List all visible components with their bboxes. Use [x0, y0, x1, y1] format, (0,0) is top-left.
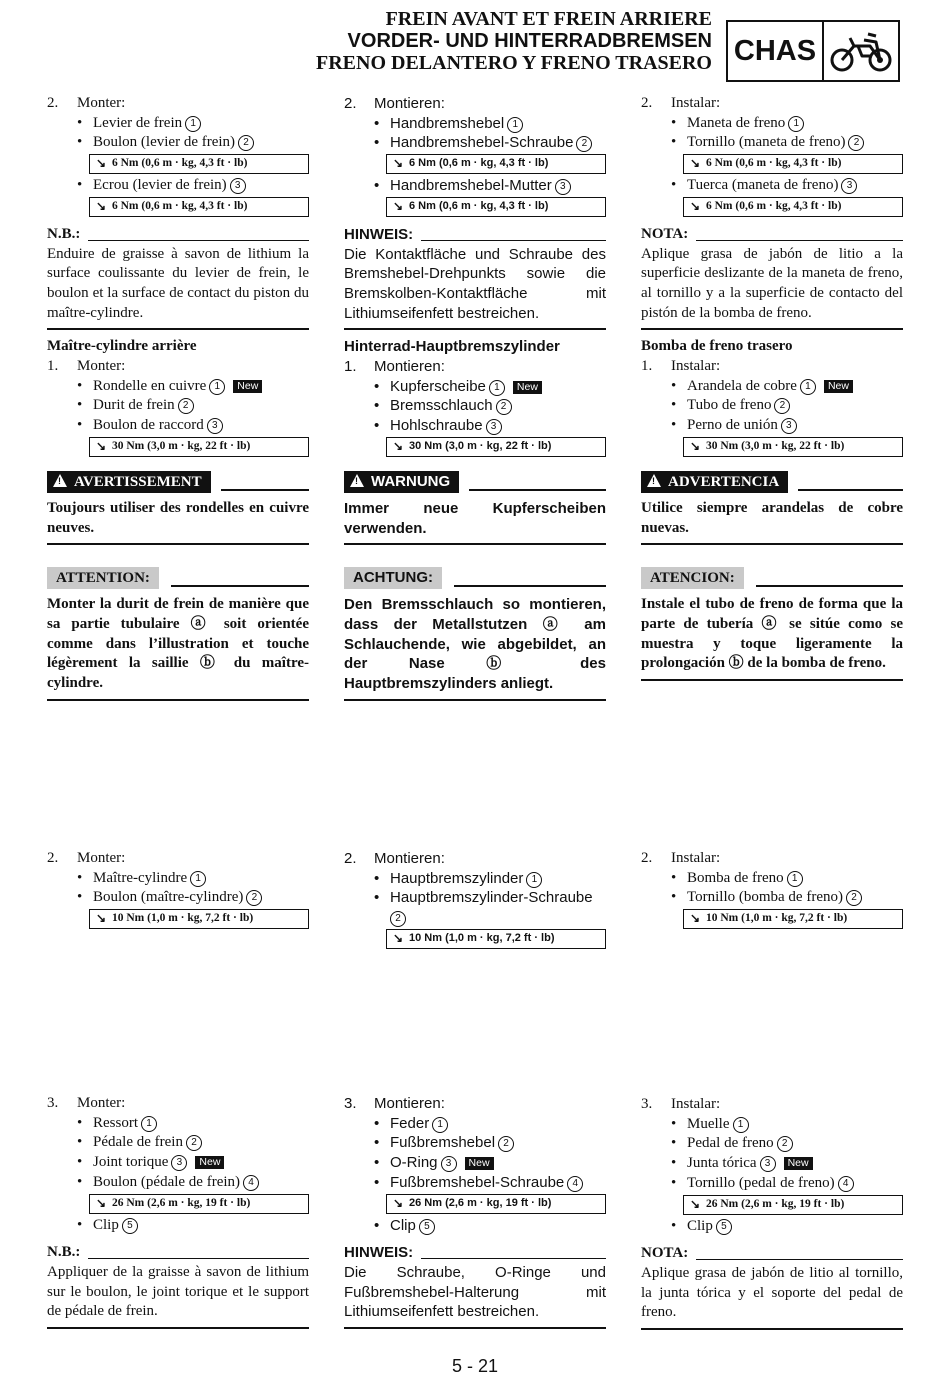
- torque-spec: ↘ 30 Nm (3,0 m · kg, 22 ft · lb): [386, 437, 606, 457]
- column-fr-mid: 2. Monter: • Maître-cylindre 1 • Boulon (maître-cylindre) 2 ↘ 10 Nm (1,0 m · kg, 7,2 ft · lb): [47, 849, 309, 931]
- torque-wrench-icon: ↘: [392, 156, 404, 171]
- torque-spec: ↘ 6 Nm (0,6 m · kg, 4,3 ft · lb): [89, 154, 309, 174]
- new-badge: New: [513, 381, 542, 394]
- warning-text: Toujours utiliser des rondelles en cuivre neuves.: [47, 499, 309, 536]
- list-item: • Arandela de cobre 1 New: [641, 377, 903, 397]
- list-item: • Bomba de freno 1: [641, 869, 903, 889]
- list-item: • Durit de frein 2: [47, 396, 309, 416]
- list-item: • Ecrou (levier de frein) 3: [47, 176, 309, 196]
- warning-icon: !: [647, 474, 661, 487]
- list-item: • Hohlschraube 3: [344, 416, 606, 436]
- torque-wrench-icon: ↘: [392, 1195, 404, 1210]
- list-item: • Tornillo (maneta de freno) 2: [641, 133, 903, 153]
- torque-spec: ↘ 30 Nm (3,0 m · kg, 22 ft · lb): [683, 437, 903, 457]
- torque-wrench-icon: ↘: [95, 911, 107, 926]
- page-header: [316, 8, 712, 74]
- list-item: • Hauptbremszylinder 1: [344, 869, 606, 889]
- list-item: • Ressort 1: [47, 1114, 309, 1134]
- column-de-bottom: 3. Montieren: • Feder 1 • Fußbremshebel 2 • O-Ring 3 New • Fußbremshebel-Schraube 4 ↘ 26 Nm (2,6 m · kg, 19 ft · lb) • Clip 5 HINWEIS: Die Schraube, O-Ringe und Fußbremshebel-Halterung mit Lithiumseifenfett bestreichen.: [344, 1094, 606, 1329]
- subsection-title: Hinterrad-Hauptbremszylinder: [344, 338, 560, 356]
- note-text: Aplique grasa de jabón de litio a la superficie deslizante de la maneta de freno, al tornillo y a la superficie de contacto del pistón de la bomba de freno.: [641, 245, 903, 321]
- column-es-top: 2. Instalar: • Maneta de freno 1 • Tornillo (maneta de freno) 2 ↘ 6 Nm (0,6 m · kg, 4,3 ft · lb) • Tuerca (maneta de freno) 3 ↘ 6 Nm (0,6 m · kg, 4,3 ft · lb) NOTA: Aplique grasa de jabón de litio a la superficie deslizante de la maneta de freno, al tornillo y a la superficie de contacto del pistón de la bomba de freno. Bomba de freno trasero 1. Instalar: • Arandela de cobre 1 New • Tubo de freno 2 • Perno de unión 3 ↘ 30 Nm (3,0 m · kg, 22 ft · lb) ! ADVERTENCIA Utilice siempre arandelas de cobre nuevas. ATENCION: Instale el tubo de freno de forma que la parte de tubería ⓐ se sitúe como se muestra y toque ligeramente la prolongación ⓑ de la bomba de freno.: [641, 94, 903, 681]
- torque-spec: ↘ 6 Nm (0,6 m · kg, 4,3 ft · lb): [386, 197, 606, 217]
- note-heading: NOTA:: [641, 1244, 903, 1264]
- torque-wrench-icon: ↘: [95, 156, 107, 171]
- list-item: • Kupferscheibe 1 New: [344, 377, 606, 397]
- step-number: 2.: [47, 95, 59, 111]
- list-item: • Boulon (levier de frein) 2: [47, 133, 309, 153]
- note-heading: HINWEIS:: [344, 225, 606, 245]
- list-item: • Clip 5: [47, 1216, 309, 1236]
- list-item: • O-Ring 3 New: [344, 1153, 606, 1173]
- list-item: • Tuerca (maneta de freno) 3: [641, 176, 903, 196]
- torque-spec: ↘ 6 Nm (0,6 m · kg, 4,3 ft · lb): [89, 197, 309, 217]
- torque-wrench-icon: ↘: [95, 198, 107, 213]
- list-item: • Boulon (maître-cylindre) 2: [47, 888, 309, 908]
- title-es: FRENO DELANTERO Y FRENO TRASERO: [316, 52, 712, 74]
- list-item: • Clip 5: [344, 1216, 606, 1236]
- torque-spec: ↘ 26 Nm (2,6 m · kg, 19 ft · lb): [89, 1194, 309, 1214]
- section-label: CHAS: [728, 22, 824, 80]
- torque-spec: ↘ 10 Nm (1,0 m · kg, 7,2 ft · lb): [683, 909, 903, 929]
- torque-spec: ↘ 30 Nm (3,0 m · kg, 22 ft · lb): [89, 437, 309, 457]
- list-item: • Junta tórica 3 New: [641, 1154, 903, 1174]
- torque-spec: ↘ 26 Nm (2,6 m · kg, 19 ft · lb): [683, 1195, 903, 1215]
- new-badge: New: [233, 380, 262, 393]
- list-item: • Handbremshebel-Schraube 2: [344, 133, 606, 153]
- note-heading: N.B.:: [47, 1243, 309, 1263]
- torque-wrench-icon: ↘: [689, 1196, 701, 1211]
- torque-wrench-icon: ↘: [689, 198, 701, 213]
- warning-icon: !: [350, 474, 364, 487]
- column-fr-top: 2. Monter: • Levier de frein 1 • Boulon (levier de frein) 2 ↘ 6 Nm (0,6 m · kg, 4,3 ft · lb) • Ecrou (levier de frein) 3 ↘ 6 Nm (0,6 m · kg, 4,3 ft · lb) N.B.: Enduire de graisse à savon de lithium la surface coulissante du levier de frein, le boulon et la surface de contact du piston du maître-cylindre. Maître-cylindre arrière 1. Monter: • Rondelle en cuivre 1 New • Durit de frein 2 • Boulon de raccord 3 ↘ 30 Nm (3,0 m · kg, 22 ft · lb) ! AVERTISSEMENT Toujours utiliser des rondelles en cuivre neuves. ATTENTION: Monter la durit de frein de manière que sa partie tubulaire ⓐ soit orientée comme dans l’illustration et touche légèrement la saillie ⓑ du maître-cylindre.: [47, 94, 309, 701]
- torque-spec: ↘ 26 Nm (2,6 m · kg, 19 ft · lb): [386, 1194, 606, 1214]
- list-item: • Tornillo (bomba de freno) 2: [641, 888, 903, 908]
- torque-spec: ↘ 10 Nm (1,0 m · kg, 7,2 ft · lb): [89, 909, 309, 929]
- subsection-title: Bomba de freno trasero: [641, 338, 793, 355]
- note-text: Appliquer de la graisse à savon de lithium sur le boulon, le joint torique et le support de pédale de frein.: [47, 1263, 309, 1320]
- list-item: • Fußbremshebel 2: [344, 1133, 606, 1153]
- torque-wrench-icon: ↘: [392, 439, 404, 453]
- note-heading: N.B.:: [47, 225, 309, 245]
- torque-wrench-icon: ↘: [689, 156, 701, 171]
- list-item: • Tornillo (pedal de freno) 4: [641, 1174, 903, 1194]
- list-item: • Fußbremshebel-Schraube 4: [344, 1173, 606, 1193]
- list-item: • Tubo de freno 2: [641, 396, 903, 416]
- torque-spec: ↘ 6 Nm (0,6 m · kg, 4,3 ft · lb): [683, 197, 903, 217]
- list-item: • Boulon (pédale de frein) 4: [47, 1173, 309, 1193]
- title-fr: FREIN AVANT ET FREIN ARRIERE: [385, 8, 712, 30]
- column-es-mid: 2. Instalar: • Bomba de freno 1 • Tornillo (bomba de freno) 2 ↘ 10 Nm (1,0 m · kg, 7,2 ft · lb): [641, 849, 903, 931]
- new-badge: New: [824, 380, 853, 393]
- list-item: • Pédale de frein 2: [47, 1133, 309, 1153]
- list-item: • Feder 1: [344, 1114, 606, 1134]
- list-item: • Handbremshebel 1: [344, 114, 606, 134]
- list-item: • Joint torique 3 New: [47, 1153, 309, 1173]
- torque-wrench-icon: ↘: [95, 1195, 107, 1210]
- warning-icon: !: [53, 474, 67, 487]
- torque-spec: ↘ 10 Nm (1,0 m · kg, 7,2 ft · lb): [386, 929, 606, 949]
- torque-spec: ↘ 6 Nm (0,6 m · kg, 4,3 ft · lb): [683, 154, 903, 174]
- note-text: Die Kontaktfläche und Schraube des Bremshebel-Drehpunkts sowie die Bremskolben-Kontaktfläche mit Lithiumseifenfett bestreichen.: [344, 245, 606, 322]
- subsection-title: Maître-cylindre arrière: [47, 338, 197, 355]
- new-badge: New: [195, 1156, 224, 1169]
- torque-wrench-icon: ↘: [689, 439, 701, 453]
- attention-text: Den Bremsschlauch so montieren, dass der Metallstutzen ⓐ am Schlauchende, wie abgebildet, an der Nase ⓑ des Hauptbremszylinders anliegt.: [344, 596, 606, 693]
- list-item: • Pedal de freno 2: [641, 1134, 903, 1154]
- column-es-bottom: 3. Instalar: • Muelle 1 • Pedal de freno 2 • Junta tórica 3 New • Tornillo (pedal de freno) 4 ↘ 26 Nm (2,6 m · kg, 19 ft · lb) • Clip 5 NOTA: Aplique grasa de jabón de litio al tornillo, la junta tórica y el soporte del pedal de freno.: [641, 1095, 903, 1330]
- torque-spec: ↘ 6 Nm (0,6 m · kg, 4,3 ft · lb): [386, 154, 606, 174]
- motorcycle-icon: [824, 22, 898, 80]
- list-item: • Rondelle en cuivre 1 New: [47, 377, 309, 397]
- column-fr-bottom: 3. Monter: • Ressort 1 • Pédale de frein 2 • Joint torique 3 New • Boulon (pédale de frein) 4 ↘ 26 Nm (2,6 m · kg, 19 ft · lb) • Clip 5 N.B.: Appliquer de la graisse à savon de lithium sur le boulon, le joint torique et le support de pédale de frein.: [47, 1094, 309, 1329]
- warning-heading: ! WARNUNG: [344, 471, 606, 493]
- new-badge: New: [784, 1157, 813, 1170]
- step-label: Monter:: [77, 95, 126, 111]
- note-text: Aplique grasa de jabón de litio al tornillo, la junta tórica y el soporte del pedal de freno.: [641, 1264, 903, 1321]
- warning-heading: ! AVERTISSEMENT: [47, 471, 309, 493]
- torque-wrench-icon: ↘: [392, 198, 404, 213]
- list-item: • Maneta de freno 1: [641, 114, 903, 134]
- attention-text: Monter la durit de frein de manière que sa partie tubulaire ⓐ soit orientée comme dans l’illustration et touche légèrement la saillie ⓑ du maître-cylindre.: [47, 596, 309, 692]
- column-de-top: 2. Montieren: • Handbremshebel 1 • Handbremshebel-Schraube 2 ↘ 6 Nm (0,6 m · kg, 4,3 ft · lb) • Handbremshebel-Mutter 3 ↘ 6 Nm (0,6 m · kg, 4,3 ft · lb) HINWEIS: Die Kontaktfläche und Schraube des Bremshebel-Drehpunkts sowie die Bremskolben-Kontaktfläche mit Lithiumseifenfett bestreichen. Hinterrad-Hauptbremszylinder 1. Montieren: • Kupferscheibe 1 New • Bremsschlauch 2 • Hohlschraube 3 ↘ 30 Nm (3,0 m · kg, 22 ft · lb) ! WARNUNG Immer neue Kupferscheiben verwenden. ACHTUNG: Den Bremsschlauch so montieren, dass der Metallstutzen ⓐ am Schlauchende, wie abgebildet, an der Nase ⓑ des Hauptbremszylinders anliegt.: [344, 94, 606, 701]
- attention-text: Instale el tubo de freno de forma que la parte de tubería ⓐ se sitúe como se muestra y toque ligeramente la prolongación ⓑ de la bomba de freno.: [641, 596, 903, 672]
- torque-wrench-icon: ↘: [392, 930, 404, 945]
- page-number: 5 - 21: [451, 1356, 499, 1376]
- torque-wrench-icon: ↘: [689, 911, 701, 926]
- torque-wrench-icon: ↘: [95, 439, 107, 453]
- warning-heading: ! ADVERTENCIA: [641, 471, 903, 493]
- note-text: Enduire de graisse à savon de lithium la surface coulissante du levier de frein, le boulon et la surface de contact du piston du maître-cylindre.: [47, 245, 309, 321]
- list-item: • Clip 5: [641, 1217, 903, 1237]
- title-de: VORDER- UND HINTERRADBREMSEN: [347, 30, 712, 52]
- new-badge: New: [465, 1157, 494, 1170]
- list-item: • Perno de unión 3: [641, 416, 903, 436]
- list-item: • Muelle 1: [641, 1115, 903, 1135]
- note-heading: NOTA:: [641, 225, 903, 245]
- list-item: • Levier de frein 1: [47, 114, 309, 134]
- list-item: • Maître-cylindre 1: [47, 869, 309, 889]
- section-badge: [726, 20, 900, 82]
- note-heading: HINWEIS:: [344, 1243, 606, 1263]
- warning-text: Utilice siempre arandelas de cobre nuevas.: [641, 499, 903, 536]
- attention-heading: ATENCION:: [641, 567, 903, 589]
- list-item: • Boulon de raccord 3: [47, 416, 309, 436]
- list-item: • Bremsschlauch 2: [344, 396, 606, 416]
- warning-text: Immer neue Kupferscheiben verwenden.: [344, 499, 606, 537]
- list-item: • Hauptbremszylinder-Schraube 2: [344, 888, 606, 927]
- list-item: • Handbremshebel-Mutter 3: [344, 176, 606, 196]
- attention-heading: ACHTUNG:: [344, 567, 606, 589]
- note-text: Die Schraube, O-Ringe und Fußbremshebel-Halterung mit Lithiumseifenfett bestreichen.: [344, 1263, 606, 1321]
- column-de-mid: 2. Montieren: • Hauptbremszylinder 1 • Hauptbremszylinder-Schraube 2 ↘ 10 Nm (1,0 m · kg, 7,2 ft · lb): [344, 849, 606, 951]
- attention-heading: ATTENTION:: [47, 567, 309, 589]
